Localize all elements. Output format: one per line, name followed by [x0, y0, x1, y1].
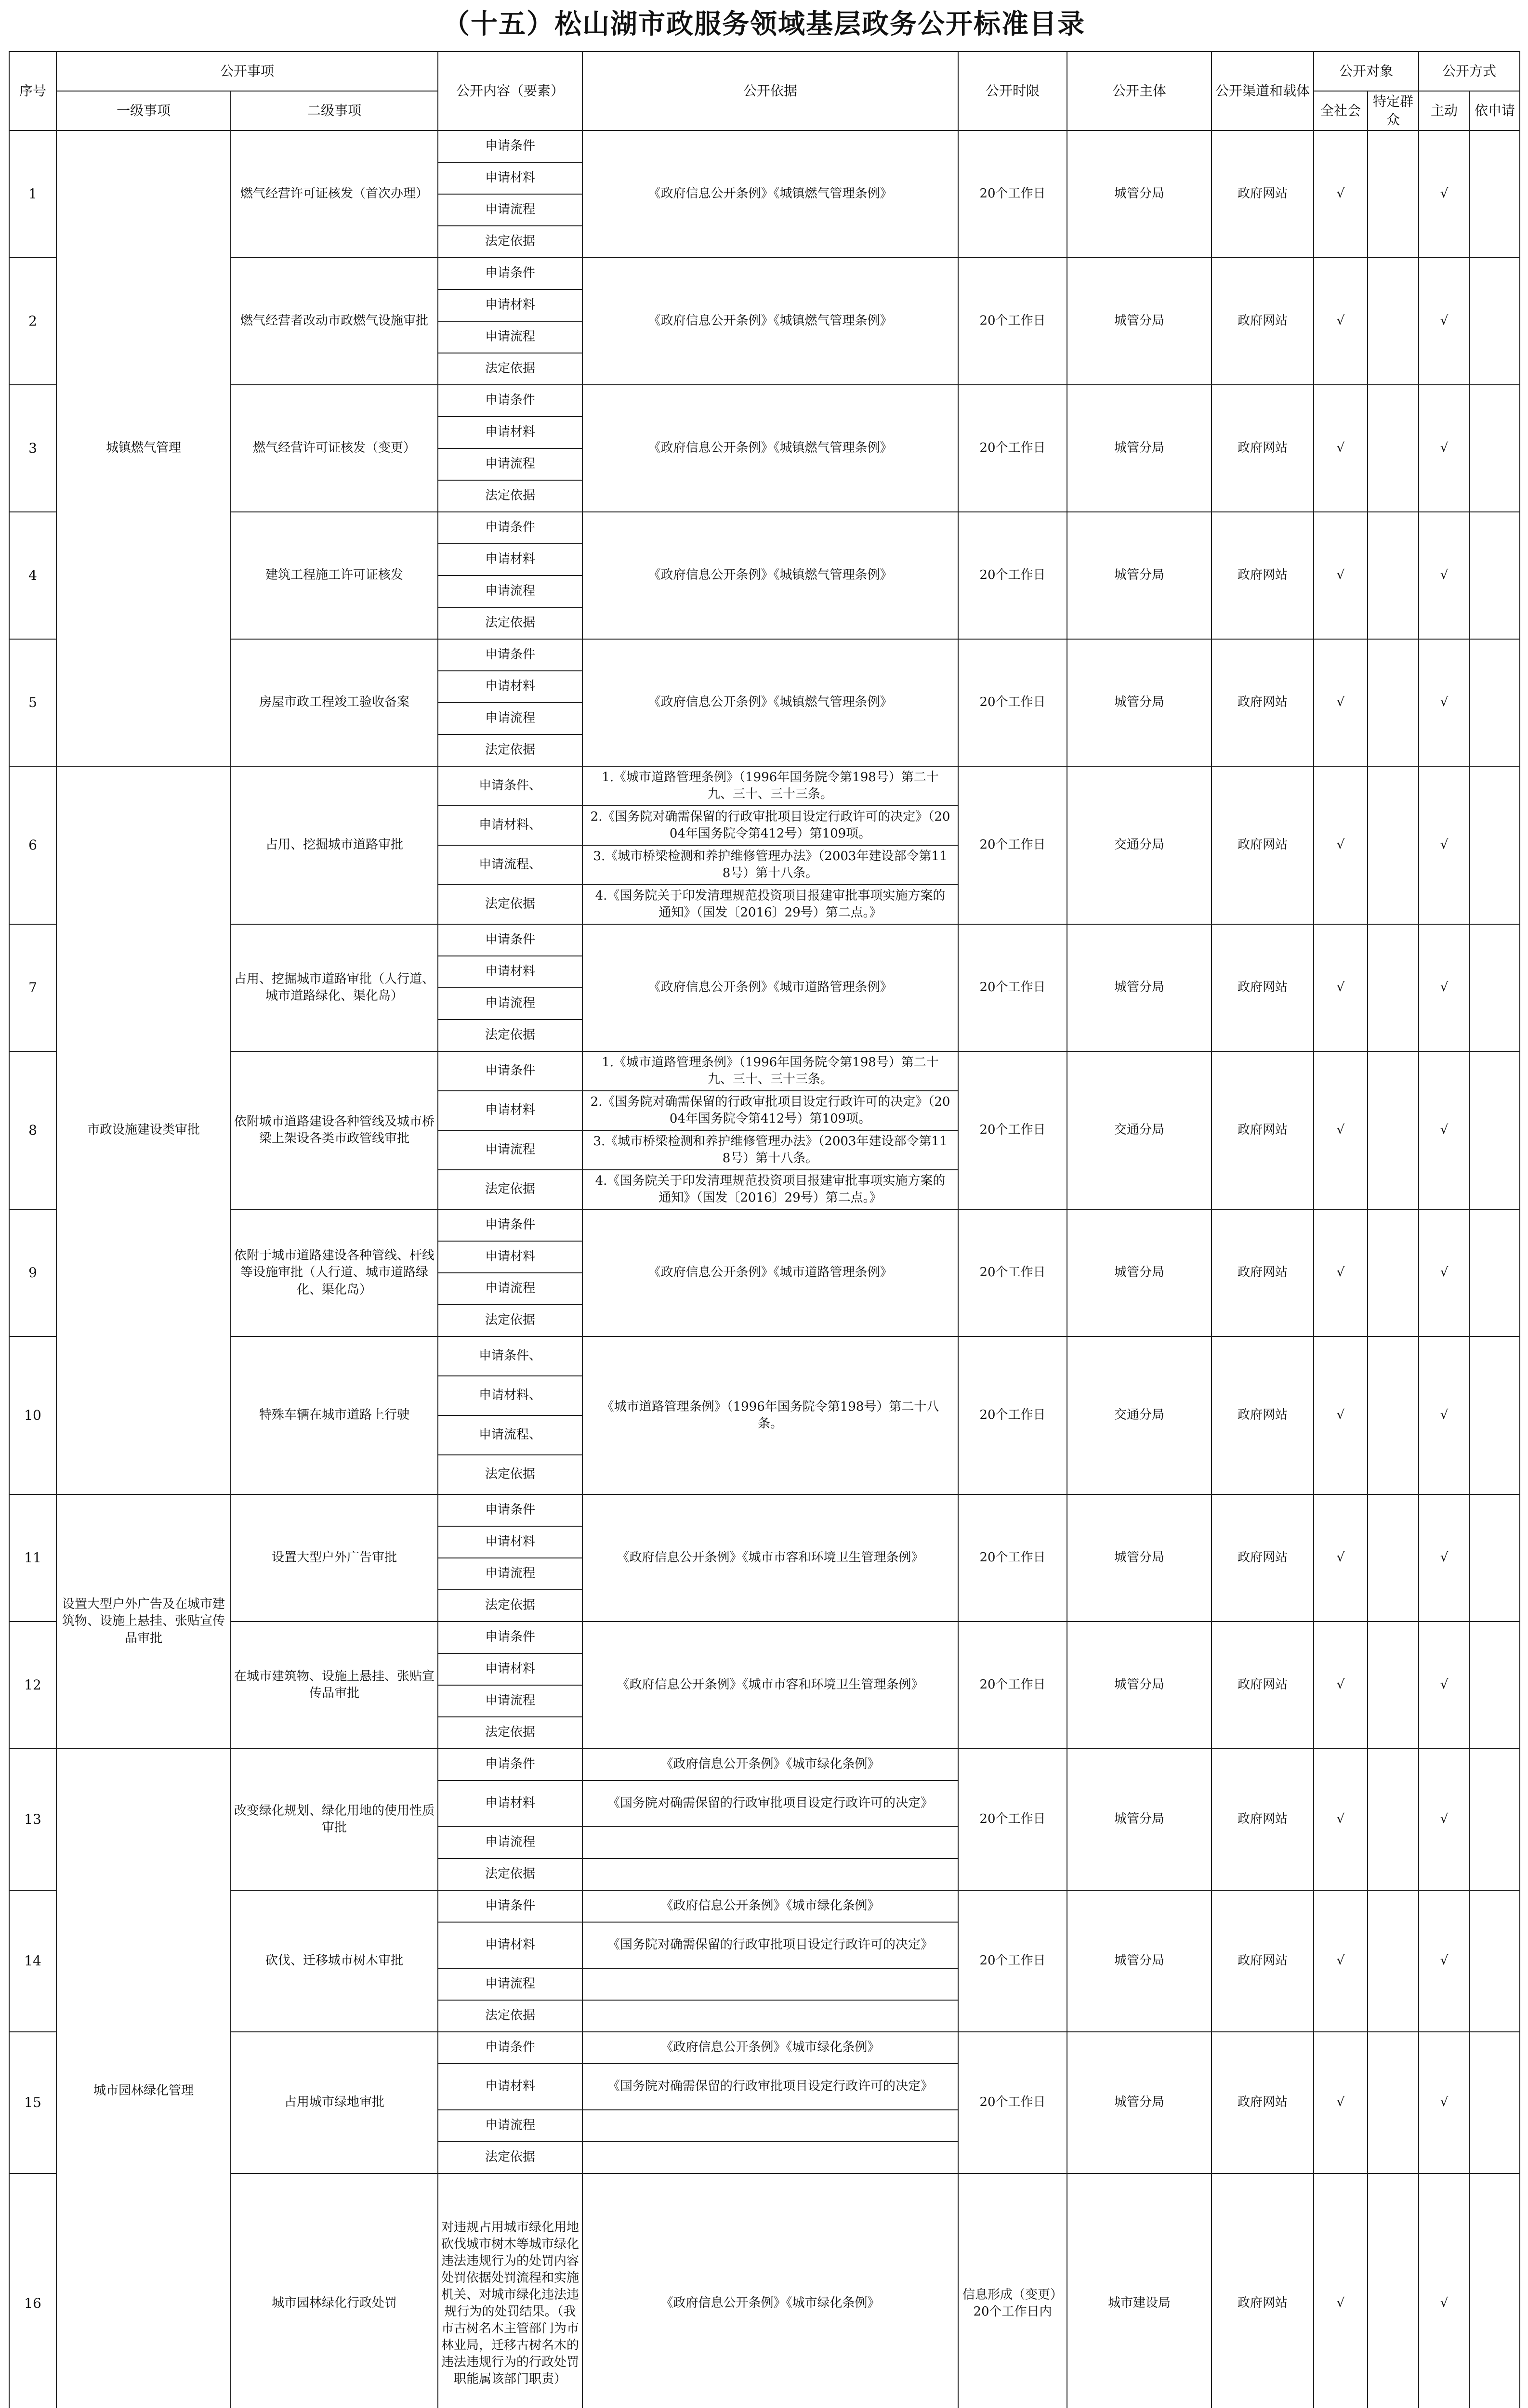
- subject-cell: 城管分局: [1067, 1494, 1212, 1622]
- basis-cell: 《国务院对确需保留的行政审批项目设定行政许可的决定》: [582, 1780, 958, 1827]
- method-apply-cell: [1470, 1336, 1520, 1494]
- content-item: 申请条件: [438, 639, 582, 671]
- subject-cell: 城管分局: [1067, 131, 1212, 258]
- level2-cell: 占用城市绿地审批: [231, 2032, 438, 2173]
- target-all-check: √: [1314, 1051, 1368, 1209]
- basis-cell: 《政府信息公开条例》《城市道路管理条例》: [582, 1209, 958, 1336]
- content-item: 申请材料: [438, 671, 582, 703]
- seq-cell: 3: [9, 385, 56, 512]
- content-item: 申请流程: [438, 194, 582, 226]
- method-apply-cell: [1470, 924, 1520, 1051]
- content-item: 申请材料: [438, 1091, 582, 1130]
- table-row: [9, 512, 1520, 544]
- target-all-check: √: [1314, 258, 1368, 385]
- target-all-check: √: [1314, 2173, 1368, 2408]
- basis-cell: 1.《城市道路管理条例》（1996年国务院令第198号）第二十九、三十、三十三条。: [582, 766, 958, 806]
- content-item: 申请条件: [438, 1622, 582, 1653]
- target-all-check: √: [1314, 1209, 1368, 1336]
- header-channel: 公开渠道和载体: [1212, 52, 1314, 131]
- seq-cell: 6: [9, 766, 56, 924]
- basis-cell: 《政府信息公开条例》《城镇燃气管理条例》: [582, 258, 958, 385]
- level2-cell: 依附城市道路建设各种管线及城市桥梁上架设各类市政管线审批: [231, 1051, 438, 1209]
- seq-cell: 11: [9, 1494, 56, 1622]
- level2-cell: 城市园林绿化行政处罚: [231, 2173, 438, 2408]
- target-all-check: √: [1314, 1494, 1368, 1622]
- content-item: 法定依据: [438, 607, 582, 639]
- level2-cell: 建筑工程施工许可证核发: [231, 512, 438, 639]
- method-active-check: √: [1419, 1209, 1470, 1336]
- basis-cell: [582, 2110, 958, 2142]
- basis-cell: 《政府信息公开条例》《城镇燃气管理条例》: [582, 512, 958, 639]
- subject-cell: 城市建设局: [1067, 2173, 1212, 2408]
- table-body: [9, 131, 1520, 2408]
- table-row: [9, 131, 1520, 162]
- basis-cell: [582, 1858, 958, 1890]
- page-title: （十五）松山湖市政服务领域基层政务公开标准目录: [443, 8, 1085, 40]
- content-item: 法定依据: [438, 226, 582, 258]
- content-item: 申请材料: [438, 417, 582, 448]
- method-active-check: √: [1419, 1336, 1470, 1494]
- basis-cell: 《政府信息公开条例》《城市绿化条例》: [582, 1890, 958, 1922]
- content-item: 申请条件: [438, 512, 582, 544]
- basis-cell: 2.《国务院对确需保留的行政审批项目设定行政许可的决定》（2004年国务院令第412号）第109项。: [582, 1091, 958, 1130]
- content-item: 申请条件: [438, 258, 582, 289]
- target-specific-cell: [1368, 1749, 1419, 1890]
- subject-cell: 城管分局: [1067, 1749, 1212, 1890]
- method-active-check: √: [1419, 258, 1470, 385]
- basis-cell: 《政府信息公开条例》《城市绿化条例》: [582, 2173, 958, 2408]
- table-row: [9, 1336, 1520, 1376]
- content-item: 申请材料: [438, 1241, 582, 1273]
- target-all-check: √: [1314, 1749, 1368, 1890]
- level2-cell: 占用、挖掘城市道路审批: [231, 766, 438, 924]
- table-row: [9, 1209, 1520, 1241]
- level1-cell: 市政设施建设类审批: [56, 766, 231, 1494]
- basis-cell: [582, 1827, 958, 1858]
- basis-cell: 《政府信息公开条例》《城市绿化条例》: [582, 2032, 958, 2064]
- basis-cell: [582, 2000, 958, 2032]
- time-cell: 20个工作日: [958, 2032, 1067, 2173]
- content-item: 申请材料、: [438, 1376, 582, 1415]
- table-row: [9, 2173, 1520, 2408]
- content-item: 法定依据: [438, 1590, 582, 1622]
- time-cell: 20个工作日: [958, 258, 1067, 385]
- level2-cell: 燃气经营许可证核发（变更）: [231, 385, 438, 512]
- content-item: 申请材料: [438, 1526, 582, 1558]
- header-target-specific: 特定群众: [1368, 91, 1419, 131]
- method-active-check: √: [1419, 2173, 1470, 2408]
- basis-cell: [582, 2142, 958, 2173]
- subject-cell: 城管分局: [1067, 1890, 1212, 2032]
- content-item: 申请流程: [438, 1273, 582, 1305]
- channel-cell: 政府网站: [1212, 766, 1314, 924]
- method-active-check: √: [1419, 512, 1470, 639]
- channel-cell: 政府网站: [1212, 924, 1314, 1051]
- basis-cell: 《政府信息公开条例》《城市市容和环境卫生管理条例》: [582, 1494, 958, 1622]
- seq-cell: 13: [9, 1749, 56, 1890]
- header-method: 公开方式: [1419, 52, 1520, 91]
- content-item: 申请流程: [438, 1558, 582, 1590]
- content-item: 申请条件: [438, 924, 582, 956]
- subject-cell: 交通分局: [1067, 1051, 1212, 1209]
- target-all-check: √: [1314, 1622, 1368, 1749]
- basis-cell: 《政府信息公开条例》《城市绿化条例》: [582, 1749, 958, 1780]
- level2-cell: 燃气经营者改动市政燃气设施审批: [231, 258, 438, 385]
- level2-cell: 燃气经营许可证核发（首次办理）: [231, 131, 438, 258]
- content-item: 申请条件: [438, 385, 582, 417]
- table-row: [9, 639, 1520, 671]
- seq-cell: 4: [9, 512, 56, 639]
- time-cell: 20个工作日: [958, 385, 1067, 512]
- content-item: 法定依据: [438, 885, 582, 924]
- method-active-check: √: [1419, 1749, 1470, 1890]
- content-item: 法定依据: [438, 1020, 582, 1051]
- table-row: [9, 924, 1520, 956]
- basis-cell: 《城市道路管理条例》（1996年国务院令第198号）第二十八条。: [582, 1336, 958, 1494]
- time-cell: 20个工作日: [958, 766, 1067, 924]
- target-all-check: √: [1314, 924, 1368, 1051]
- header-method-apply: 依申请: [1470, 91, 1520, 131]
- header-target: 公开对象: [1314, 52, 1419, 91]
- subject-cell: 城管分局: [1067, 639, 1212, 766]
- target-all-check: √: [1314, 1890, 1368, 2032]
- method-apply-cell: [1470, 1051, 1520, 1209]
- method-active-check: √: [1419, 1890, 1470, 2032]
- method-active-check: √: [1419, 766, 1470, 924]
- table-row: [9, 1749, 1520, 1780]
- subject-cell: 城管分局: [1067, 924, 1212, 1051]
- seq-cell: 15: [9, 2032, 56, 2173]
- subject-cell: 城管分局: [1067, 258, 1212, 385]
- basis-cell: [582, 1968, 958, 2000]
- content-item: 申请条件、: [438, 1336, 582, 1376]
- method-active-check: √: [1419, 639, 1470, 766]
- content-item: 法定依据: [438, 2000, 582, 2032]
- time-cell: 20个工作日: [958, 512, 1067, 639]
- table-row: [9, 385, 1520, 417]
- content-item: 对违规占用城市绿化用地砍伐城市树木等城市绿化违法违规行为的处罚内容处罚依据处罚流程和实施机关、对城市绿化违法违规行为的处罚结果。（我市古树名木主管部门为市林业局，迁移古树名木的违法违规行为的行政处罚职能属该部门职责）: [438, 2173, 582, 2408]
- seq-cell: 12: [9, 1622, 56, 1749]
- target-specific-cell: [1368, 1494, 1419, 1622]
- content-item: 申请流程: [438, 576, 582, 607]
- channel-cell: 政府网站: [1212, 258, 1314, 385]
- seq-cell: 9: [9, 1209, 56, 1336]
- target-all-check: √: [1314, 1336, 1368, 1494]
- basis-cell: 《国务院对确需保留的行政审批项目设定行政许可的决定》: [582, 2064, 958, 2110]
- channel-cell: 政府网站: [1212, 1622, 1314, 1749]
- content-item: 法定依据: [438, 1305, 582, 1336]
- method-active-check: √: [1419, 385, 1470, 512]
- basis-cell: 4.《国务院关于印发清理规范投资项目报建审批事项实施方案的通知》（国发〔2016〕29号）第二点。》: [582, 1170, 958, 1209]
- header-time: 公开时限: [958, 52, 1067, 131]
- header-matter: 公开事项: [56, 52, 438, 91]
- method-apply-cell: [1470, 2032, 1520, 2173]
- target-specific-cell: [1368, 2173, 1419, 2408]
- target-specific-cell: [1368, 924, 1419, 1051]
- target-all-check: √: [1314, 2032, 1368, 2173]
- target-specific-cell: [1368, 131, 1419, 258]
- time-cell: 信息形成（变更）20个工作日内: [958, 2173, 1067, 2408]
- content-item: 申请流程、: [438, 1415, 582, 1455]
- target-specific-cell: [1368, 258, 1419, 385]
- content-item: 申请流程: [438, 321, 582, 353]
- content-item: 申请材料: [438, 544, 582, 576]
- content-item: 申请条件: [438, 2032, 582, 2064]
- target-all-check: √: [1314, 512, 1368, 639]
- content-item: 申请流程、: [438, 845, 582, 885]
- target-specific-cell: [1368, 639, 1419, 766]
- level2-cell: 在城市建筑物、设施上悬挂、张贴宣传品审批: [231, 1622, 438, 1749]
- time-cell: 20个工作日: [958, 131, 1067, 258]
- content-item: 申请材料: [438, 1780, 582, 1827]
- method-apply-cell: [1470, 2173, 1520, 2408]
- subject-cell: 交通分局: [1067, 766, 1212, 924]
- content-item: 申请条件: [438, 1890, 582, 1922]
- subject-cell: 交通分局: [1067, 1336, 1212, 1494]
- subject-cell: 城管分局: [1067, 512, 1212, 639]
- channel-cell: 政府网站: [1212, 131, 1314, 258]
- header-target-all: 全社会: [1314, 91, 1368, 131]
- content-item: 法定依据: [438, 2142, 582, 2173]
- method-apply-cell: [1470, 1749, 1520, 1890]
- channel-cell: 政府网站: [1212, 639, 1314, 766]
- level2-cell: 依附于城市道路建设各种管线、杆线等设施审批（人行道、城市道路绿化、渠化岛）: [231, 1209, 438, 1336]
- method-active-check: √: [1419, 131, 1470, 258]
- content-item: 申请流程: [438, 988, 582, 1020]
- content-item: 申请流程: [438, 1685, 582, 1717]
- content-item: 申请流程: [438, 1827, 582, 1858]
- channel-cell: 政府网站: [1212, 512, 1314, 639]
- target-specific-cell: [1368, 1336, 1419, 1494]
- time-cell: 20个工作日: [958, 1622, 1067, 1749]
- method-apply-cell: [1470, 512, 1520, 639]
- level1-cell: 城市园林绿化管理: [56, 1749, 231, 2408]
- content-item: 申请流程: [438, 448, 582, 480]
- subject-cell: 城管分局: [1067, 385, 1212, 512]
- level2-cell: 房屋市政工程竣工验收备案: [231, 639, 438, 766]
- content-item: 法定依据: [438, 734, 582, 766]
- standard-catalog-table: [9, 51, 1520, 2408]
- header-subject: 公开主体: [1067, 52, 1212, 131]
- channel-cell: 政府网站: [1212, 1336, 1314, 1494]
- basis-cell: 3.《城市桥梁检测和养护维修管理办法》（2003年建设部令第118号）第十八条。: [582, 845, 958, 885]
- method-apply-cell: [1470, 1494, 1520, 1622]
- target-specific-cell: [1368, 2032, 1419, 2173]
- content-item: 申请材料: [438, 289, 582, 321]
- time-cell: 20个工作日: [958, 924, 1067, 1051]
- basis-cell: 《政府信息公开条例》《城市市容和环境卫生管理条例》: [582, 1622, 958, 1749]
- basis-cell: 《政府信息公开条例》《城镇燃气管理条例》: [582, 639, 958, 766]
- header-level1: 一级事项: [56, 91, 231, 131]
- method-apply-cell: [1470, 258, 1520, 385]
- method-apply-cell: [1470, 131, 1520, 258]
- table-row: [9, 1622, 1520, 1653]
- time-cell: 20个工作日: [958, 1494, 1067, 1622]
- basis-cell: 2.《国务院对确需保留的行政审批项目设定行政许可的决定》（2004年国务院令第412号）第109项。: [582, 806, 958, 845]
- content-item: 申请条件: [438, 1494, 582, 1526]
- channel-cell: 政府网站: [1212, 2032, 1314, 2173]
- channel-cell: 政府网站: [1212, 1494, 1314, 1622]
- channel-cell: 政府网站: [1212, 1890, 1314, 2032]
- time-cell: 20个工作日: [958, 1890, 1067, 2032]
- content-item: 申请条件: [438, 131, 582, 162]
- time-cell: 20个工作日: [958, 639, 1067, 766]
- level2-cell: 改变绿化规划、绿化用地的使用性质审批: [231, 1749, 438, 1890]
- content-item: 申请流程: [438, 1130, 582, 1170]
- table-row: [9, 1051, 1520, 1091]
- subject-cell: 城管分局: [1067, 2032, 1212, 2173]
- target-specific-cell: [1368, 1051, 1419, 1209]
- method-active-check: √: [1419, 1622, 1470, 1749]
- target-all-check: √: [1314, 131, 1368, 258]
- channel-cell: 政府网站: [1212, 1209, 1314, 1336]
- content-item: 申请流程: [438, 2110, 582, 2142]
- level2-cell: 特殊车辆在城市道路上行驶: [231, 1336, 438, 1494]
- time-cell: 20个工作日: [958, 1336, 1067, 1494]
- method-apply-cell: [1470, 1209, 1520, 1336]
- table-row: [9, 258, 1520, 289]
- method-apply-cell: [1470, 639, 1520, 766]
- header-level2: 二级事项: [231, 91, 438, 131]
- seq-cell: 7: [9, 924, 56, 1051]
- time-cell: 20个工作日: [958, 1051, 1067, 1209]
- basis-cell: 《政府信息公开条例》《城市道路管理条例》: [582, 924, 958, 1051]
- table-row: [9, 1494, 1520, 1526]
- channel-cell: 政府网站: [1212, 2173, 1314, 2408]
- basis-cell: 3.《城市桥梁检测和养护维修管理办法》（2003年建设部令第118号）第十八条。: [582, 1130, 958, 1170]
- table-row: [9, 2032, 1520, 2064]
- basis-cell: 《政府信息公开条例》《城镇燃气管理条例》: [582, 385, 958, 512]
- header-content: 公开内容（要素）: [438, 52, 582, 131]
- level2-cell: 占用、挖掘城市道路审批（人行道、城市道路绿化、渠化岛）: [231, 924, 438, 1051]
- content-item: 法定依据: [438, 1455, 582, 1494]
- content-item: 申请条件: [438, 1749, 582, 1780]
- content-item: 申请材料: [438, 1653, 582, 1685]
- content-item: 申请材料: [438, 162, 582, 194]
- content-item: 申请流程: [438, 1968, 582, 2000]
- level2-cell: 砍伐、迁移城市树木审批: [231, 1890, 438, 2032]
- target-all-check: √: [1314, 385, 1368, 512]
- seq-cell: 8: [9, 1051, 56, 1209]
- method-active-check: √: [1419, 924, 1470, 1051]
- target-specific-cell: [1368, 1209, 1419, 1336]
- method-apply-cell: [1470, 1890, 1520, 2032]
- time-cell: 20个工作日: [958, 1749, 1067, 1890]
- content-item: 申请材料: [438, 956, 582, 988]
- content-item: 申请条件、: [438, 766, 582, 806]
- table-row: [9, 766, 1520, 806]
- content-item: 法定依据: [438, 1858, 582, 1890]
- method-active-check: √: [1419, 1494, 1470, 1622]
- target-specific-cell: [1368, 1622, 1419, 1749]
- basis-cell: 《国务院对确需保留的行政审批项目设定行政许可的决定》: [582, 1922, 958, 1968]
- content-item: 申请材料: [438, 1922, 582, 1968]
- method-active-check: √: [1419, 2032, 1470, 2173]
- basis-cell: 4.《国务院关于印发清理规范投资项目报建审批事项实施方案的通知》（国发〔2016〕29号）第二点。》: [582, 885, 958, 924]
- content-item: 法定依据: [438, 480, 582, 512]
- header-method-active: 主动: [1419, 91, 1470, 131]
- channel-cell: 政府网站: [1212, 1051, 1314, 1209]
- subject-cell: 城管分局: [1067, 1209, 1212, 1336]
- seq-cell: 10: [9, 1336, 56, 1494]
- seq-cell: 1: [9, 131, 56, 258]
- content-item: 法定依据: [438, 353, 582, 385]
- method-apply-cell: [1470, 385, 1520, 512]
- method-apply-cell: [1470, 766, 1520, 924]
- channel-cell: 政府网站: [1212, 385, 1314, 512]
- seq-cell: 16: [9, 2173, 56, 2408]
- content-item: 申请材料、: [438, 806, 582, 845]
- level1-cell: 设置大型户外广告及在城市建筑物、设施上悬挂、张贴宣传品审批: [56, 1494, 231, 1749]
- subject-cell: 城管分局: [1067, 1622, 1212, 1749]
- target-all-check: √: [1314, 766, 1368, 924]
- content-item: 申请条件: [438, 1051, 582, 1091]
- content-item: 法定依据: [438, 1170, 582, 1209]
- target-specific-cell: [1368, 512, 1419, 639]
- method-apply-cell: [1470, 1622, 1520, 1749]
- basis-cell: 1.《城市道路管理条例》（1996年国务院令第198号）第二十九、三十、三十三条。: [582, 1051, 958, 1091]
- content-item: 申请材料: [438, 2064, 582, 2110]
- header-basis: 公开依据: [582, 52, 958, 131]
- basis-cell: 《政府信息公开条例》《城镇燃气管理条例》: [582, 131, 958, 258]
- target-all-check: √: [1314, 639, 1368, 766]
- content-item: 法定依据: [438, 1717, 582, 1749]
- level2-cell: 设置大型户外广告审批: [231, 1494, 438, 1622]
- time-cell: 20个工作日: [958, 1209, 1067, 1336]
- seq-cell: 2: [9, 258, 56, 385]
- level1-cell: 城镇燃气管理: [56, 131, 231, 766]
- table-row: [9, 1890, 1520, 1922]
- channel-cell: 政府网站: [1212, 1749, 1314, 1890]
- content-item: 申请条件: [438, 1209, 582, 1241]
- target-specific-cell: [1368, 1890, 1419, 2032]
- seq-cell: 14: [9, 1890, 56, 2032]
- seq-cell: 5: [9, 639, 56, 766]
- target-specific-cell: [1368, 385, 1419, 512]
- header-seq: 序号: [9, 52, 56, 131]
- target-specific-cell: [1368, 766, 1419, 924]
- method-active-check: √: [1419, 1051, 1470, 1209]
- content-item: 申请流程: [438, 703, 582, 734]
